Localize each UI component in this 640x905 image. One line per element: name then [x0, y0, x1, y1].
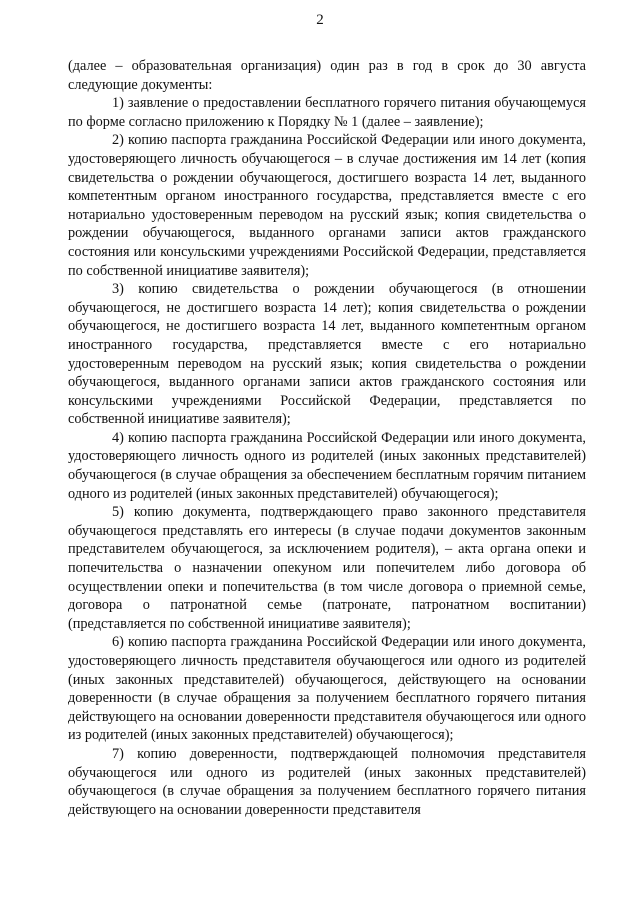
page-number: 2 — [316, 12, 324, 28]
paragraph-item-2: 2) копию паспорта гражданина Российской Федерации или иного документа, удостоверяющего личность обучающегося – в случае достижения им 14 лет (копия свидетельства о рождении обучающегося, достигшего возраста 14 лет, выданного компетентным органом иностранного государства, представляется вместе с его нотариально удостоверенным переводом на русский язык; копия свидетельства о рождении обучающегося, выданного органами записи актов гражданского состояния или консульскими учреждениями Российской Федерации, представляется по собственной инициативе заявителя); — [68, 132, 586, 279]
paragraph-item-7: 7) копию доверенности, подтверждающей полномочия представителя обучающегося или одного из родителей (иных законных представителей) обучающегося (в случае обращения за получением бесплатного горячего питания действующего на основании доверенности представителя — [68, 745, 586, 818]
paragraph-item-3: 3) копию свидетельства о рождении обучающегося (в отношении обучающегося, не достигшего возраста 14 лет); копия свидетельства о рождении обучающегося, не достигшего возраста 14 лет, выданного компетентным органом иностранного государства, представляется вместе с его нотариально удостоверенным переводом на русский язык; копия свидетельства о рождении обучающегося, выданного органами записи актов гражданского состояния или консульскими учреждениями Российской Федерации, представляется по собственной инициативе заявителя); — [68, 281, 586, 428]
paragraph-item-1: 1) заявление о предоставлении бесплатного горячего питания обучающемуся по форме согласно приложению к Порядку № 1 (далее – заявление); — [68, 95, 586, 130]
paragraph-item-6: 6) копию паспорта гражданина Российской Федерации или иного документа, удостоверяющего личность представителя обучающегося или одного из родителей (иных законных представителей) обучающегося, действующего на основании доверенности (в случае обращения за получением бесплатного горячего питания действующего на основании доверенности представителя обучающегося или одного из родителей (иных законных представителей) обучающегося); — [68, 634, 586, 744]
paragraph-intro: (далее – образовательная организация) один раз в год в срок до 30 августа следующие документы: — [68, 58, 586, 93]
paragraph-item-4: 4) копию паспорта гражданина Российской Федерации или иного документа, удостоверяющего личность одного из родителей (иных законных представителей) обучающегося (в случае обращения за обеспечением бесплатным горячим питанием одного из родителей (иных законных представителей) обучающегося); — [68, 429, 586, 502]
paragraph-item-5: 5) копию документа, подтверждающего право законного представителя обучающегося представлять его интересы (в случае подачи документов законным представителем обучающегося, за исключением родителя), – акта органа опеки и попечительства о назначении опекуном или попечителем либо договора об осуществлении опеки и попечительства (в том числе договора о приемной семье, договора о патронатной семье (патронате, патронатном воспитании) (представляется по собственной инициативе заявителя); — [68, 504, 586, 632]
document-body — [68, 57, 586, 819]
